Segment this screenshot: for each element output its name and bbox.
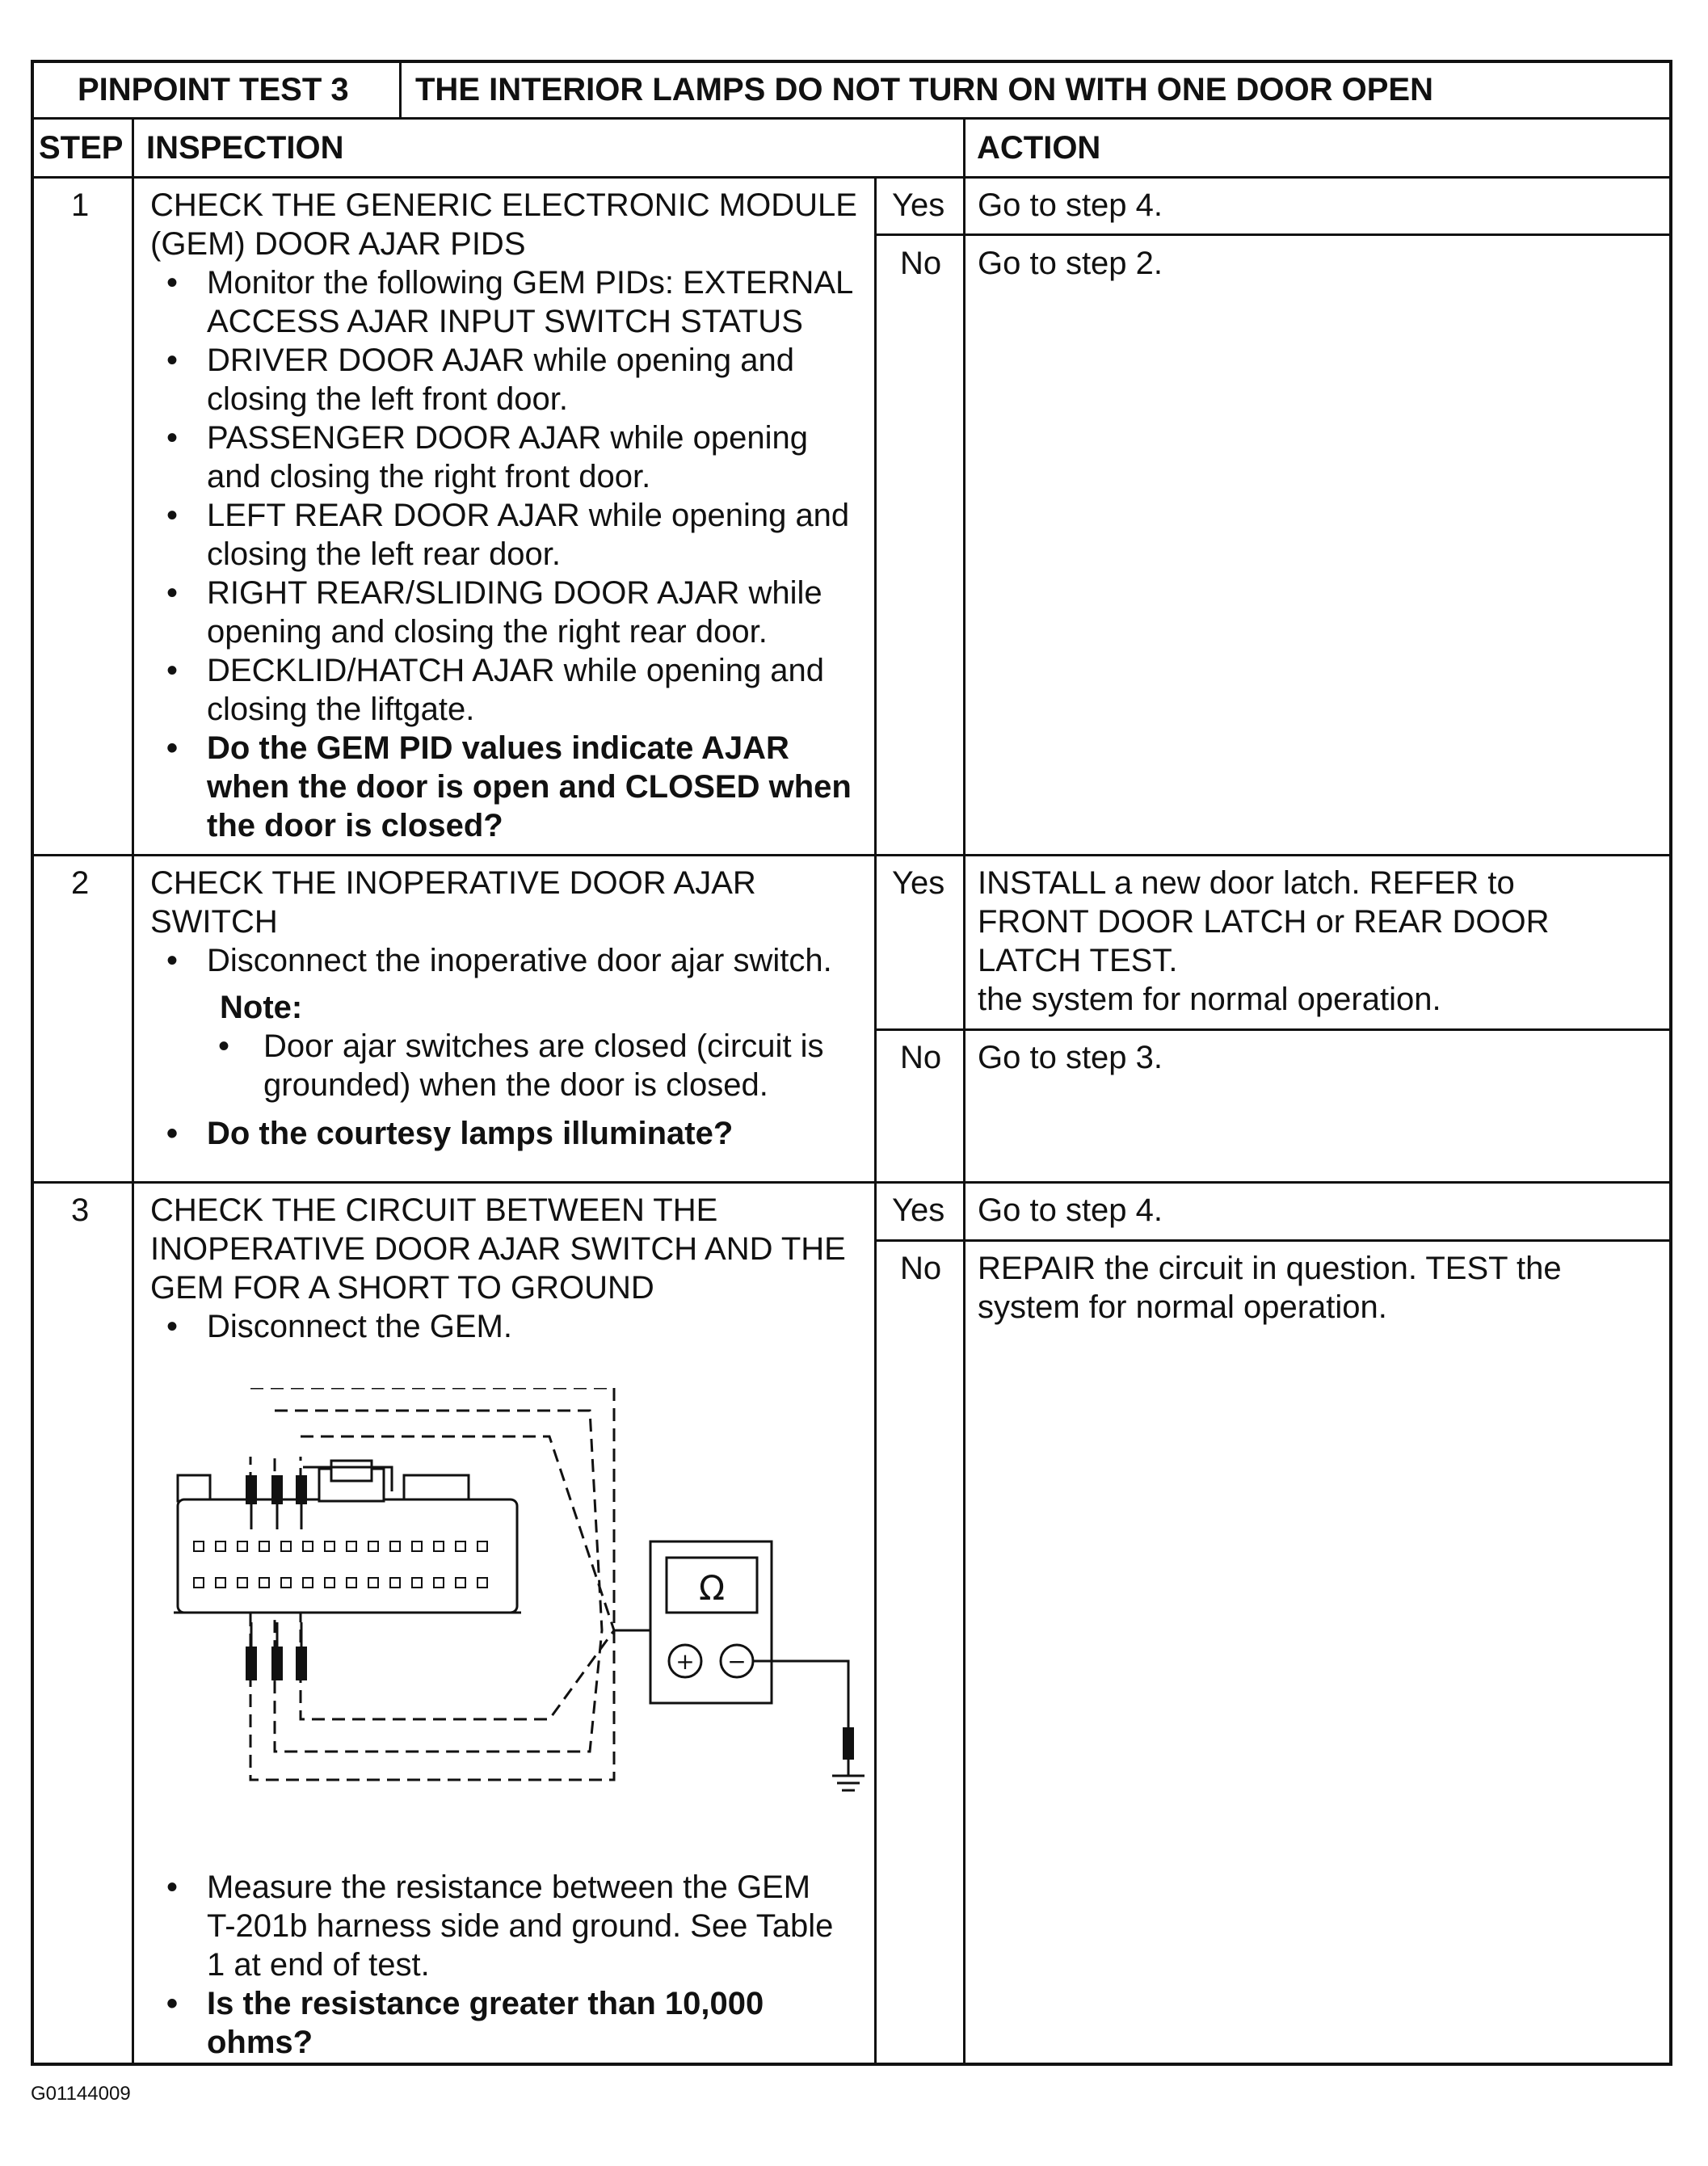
list-item: • Disconnect the GEM. bbox=[150, 1307, 869, 1346]
step-2-inspection bbox=[150, 864, 869, 1153]
step-title: CHECK THE INOPERATIVE DOOR AJAR SWITCH bbox=[150, 865, 756, 940]
ground-symbol bbox=[832, 1760, 865, 1790]
ohmmeter-test-diagram bbox=[162, 1388, 889, 1808]
list-item: • RIGHT REAR/SLIDING DOOR AJAR while opening and closing the right rear door. bbox=[150, 574, 869, 651]
step-question: • Is the resistance greater than 10,000 ohms? bbox=[150, 1984, 869, 2062]
yes-action: Go to step 4. bbox=[978, 187, 1163, 223]
column-inspection: INSPECTION bbox=[146, 130, 344, 166]
pin-cavity bbox=[412, 1578, 422, 1588]
pin-cavity bbox=[325, 1578, 334, 1588]
pin-cavity bbox=[477, 1578, 487, 1588]
pin-cavity bbox=[238, 1541, 247, 1551]
note-title: Note: bbox=[220, 990, 303, 1025]
pin-cavity bbox=[434, 1541, 444, 1551]
pin-cavity bbox=[259, 1541, 269, 1551]
step-3-inspection-continued bbox=[150, 1868, 869, 2062]
pin-cavity bbox=[325, 1541, 334, 1551]
list-item: • DECKLID/HATCH AJAR while opening and closing the liftgate. bbox=[150, 651, 869, 729]
test-id: PINPOINT TEST 3 bbox=[78, 72, 349, 107]
ohmmeter bbox=[650, 1541, 772, 1703]
step-3-inspection bbox=[150, 1191, 869, 1346]
list-item: • Monitor the following GEM PIDs: EXTERNAL ACCESS AJAR INPUT SWITCH STATUS bbox=[150, 263, 869, 341]
no-label: No bbox=[900, 246, 942, 281]
no-action: Go to step 2. bbox=[978, 246, 1163, 281]
step-1-inspection bbox=[150, 186, 869, 845]
yes-action: Go to step 4. bbox=[978, 1192, 1163, 1228]
pin-cavity bbox=[303, 1541, 313, 1551]
figure-code: G01144009 bbox=[31, 2083, 131, 2105]
step-title: CHECK THE CIRCUIT BETWEEN THE INOPERATIVE DOOR AJAR SWITCH AND THE GEM FOR A SHORT TO GROUND bbox=[150, 1192, 846, 1306]
step-title: CHECK THE GENERIC ELECTRONIC MODULE (GEM) DOOR AJAR PIDS bbox=[150, 187, 857, 262]
pin-cavity bbox=[347, 1541, 356, 1551]
list-item: • Disconnect the inoperative door ajar switch. bbox=[150, 941, 869, 980]
yes-action: INSTALL a new door latch. REFER to FRONT DOOR LATCH or REAR DOOR LATCH TEST. the system for normal operation. bbox=[978, 865, 1550, 1017]
column-step: STEP bbox=[39, 130, 124, 166]
pin-cavity bbox=[216, 1578, 225, 1588]
plus-terminal: + bbox=[675, 1648, 695, 1675]
step-question: • Do the courtesy lamps illuminate? bbox=[150, 1114, 869, 1153]
step-number: 2 bbox=[71, 865, 90, 901]
pin-cavity bbox=[194, 1578, 204, 1588]
no-label: No bbox=[900, 1251, 942, 1286]
step-question: • Do the GEM PID values indicate AJAR when the door is open and CLOSED when the door is closed? bbox=[150, 729, 869, 845]
minus-terminal: − bbox=[727, 1648, 747, 1675]
pin-cavity bbox=[477, 1541, 487, 1551]
pin-cavity bbox=[390, 1578, 400, 1588]
step-number: 3 bbox=[71, 1192, 90, 1228]
note-item: • Door ajar switches are closed (circuit is grounded) when the door is closed. bbox=[150, 1027, 869, 1104]
step-number: 1 bbox=[71, 187, 90, 223]
no-label: No bbox=[900, 1040, 942, 1075]
list-item: • LEFT REAR DOOR AJAR while opening and closing the left rear door. bbox=[150, 496, 869, 574]
pin-cavity bbox=[281, 1578, 291, 1588]
pin-cavity bbox=[412, 1541, 422, 1551]
yes-label: Yes bbox=[892, 1192, 945, 1228]
list-item: • DRIVER DOOR AJAR while opening and closing the left front door. bbox=[150, 341, 869, 418]
pin-cavity bbox=[259, 1578, 269, 1588]
pin-cavity bbox=[456, 1541, 465, 1551]
ohm-symbol: Ω bbox=[698, 1568, 726, 1608]
pin-cavity bbox=[347, 1578, 356, 1588]
no-action: REPAIR the circuit in question. TEST the system for normal operation. bbox=[978, 1251, 1562, 1325]
pin-cavity bbox=[456, 1578, 465, 1588]
pin-cavity bbox=[368, 1578, 378, 1588]
pin-cavity bbox=[368, 1541, 378, 1551]
column-action: ACTION bbox=[977, 130, 1101, 166]
gem-connector bbox=[174, 1461, 521, 1613]
note bbox=[150, 1027, 869, 1104]
list-item: • PASSENGER DOOR AJAR while opening and closing the right front door. bbox=[150, 418, 869, 496]
pin-cavity bbox=[238, 1578, 247, 1588]
pin-cavity bbox=[281, 1541, 291, 1551]
test-title: THE INTERIOR LAMPS DO NOT TURN ON WITH ONE DOOR OPEN bbox=[415, 72, 1433, 107]
yes-label: Yes bbox=[892, 865, 945, 901]
yes-label: Yes bbox=[892, 187, 945, 223]
pin-cavity bbox=[194, 1541, 204, 1551]
pin-cavity bbox=[216, 1541, 225, 1551]
no-action: Go to step 3. bbox=[978, 1040, 1163, 1075]
pin-cavity bbox=[390, 1541, 400, 1551]
pin-cavity bbox=[303, 1578, 313, 1588]
pin-cavity bbox=[434, 1578, 444, 1588]
list-item: • Measure the resistance between the GEM T-201b harness side and ground. See Table 1 at end of test. bbox=[150, 1868, 869, 1984]
